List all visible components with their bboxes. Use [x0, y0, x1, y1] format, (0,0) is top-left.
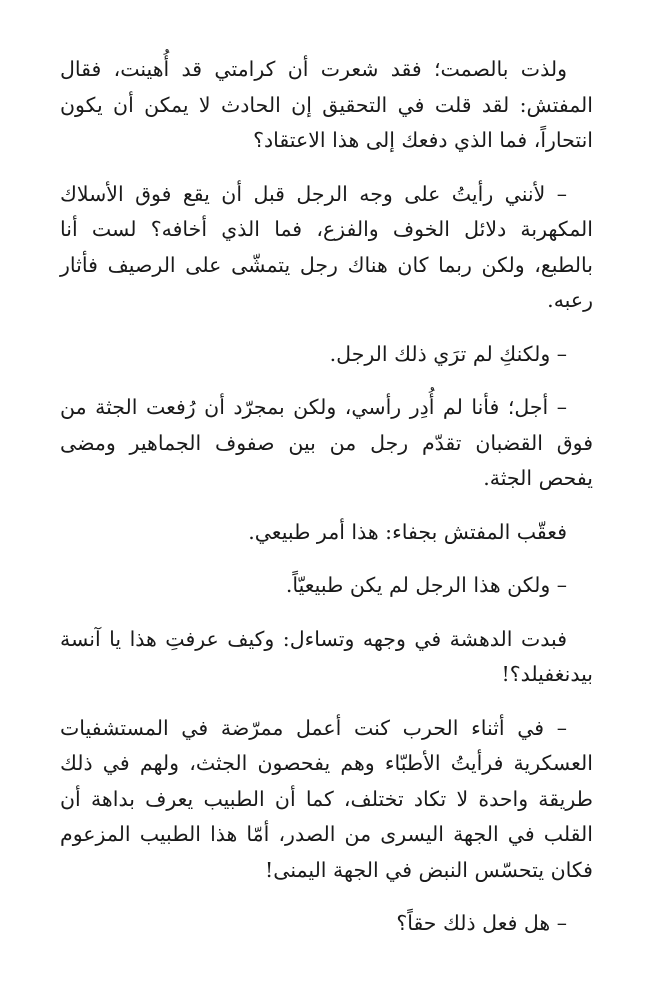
paragraph-narration-2: فعقّب المفتش بجفاء: هذا أمر طبيعي. — [248, 519, 567, 544]
paragraph-dialogue-3: – أجل؛ فأنا لم أُدِر رأسي، ولكن بمجرّد أن رُفعت الجثة من فوق القضبان تقدّم رجل من بين صفوف الجماهير ومضى يفحص الجثة. — [60, 395, 593, 490]
paragraph-dialogue-1: – لأنني رأيتُ على وجه الرجل قبل أن يقع فوق الأسلاك المكهربة دلائل الخوف والفزع، فما الذي أخافه؟ لست أنا بالطبع، ولكن ربما كان هناك رجل يتمشّى على الرصيف فأثار رعبه. — [60, 181, 593, 312]
paragraph-dialogue-2: – ولكنكِ لم ترَي ذلك الرجل. — [329, 341, 567, 366]
book-page — [60, 52, 593, 960]
paragraph-narration-1: ولذت بالصمت؛ فقد شعرت أن كرامتي قد أُهينت، فقال المفتش: لقد قلت في التحقيق إن الحادث لا يمكن أن يكون انتحاراً، فما الذي دفعك إلى هذا الاعتقاد؟ — [60, 57, 593, 152]
paragraph-dialogue-4: – ولكن هذا الرجل لم يكن طبيعيّاً. — [285, 573, 567, 597]
paragraph-dialogue-6: – هل فعل ذلك حقاً؟ — [396, 911, 567, 935]
paragraph-dialogue-5: – في أثناء الحرب كنت أعمل ممرّضة في المستشفيات العسكرية فرأيتُ الأطبّاء وهم يفحصون الجثث، ولهم في ذلك طريقة واحدة لا تكاد تختلف، كما أن الطبيب يعرف بداهة أن القلب في الجهة اليسرى من الصدر، أمّا هذا الطبيب المزعوم فكان يتحسّس النبض في الجهة اليمنى! — [60, 715, 593, 882]
paragraph-narration-3: فبدت الدهشة في وجهه وتساءل: وكيف عرفتِ هذا يا آنسة بيدنغفيلد؟! — [60, 626, 593, 686]
